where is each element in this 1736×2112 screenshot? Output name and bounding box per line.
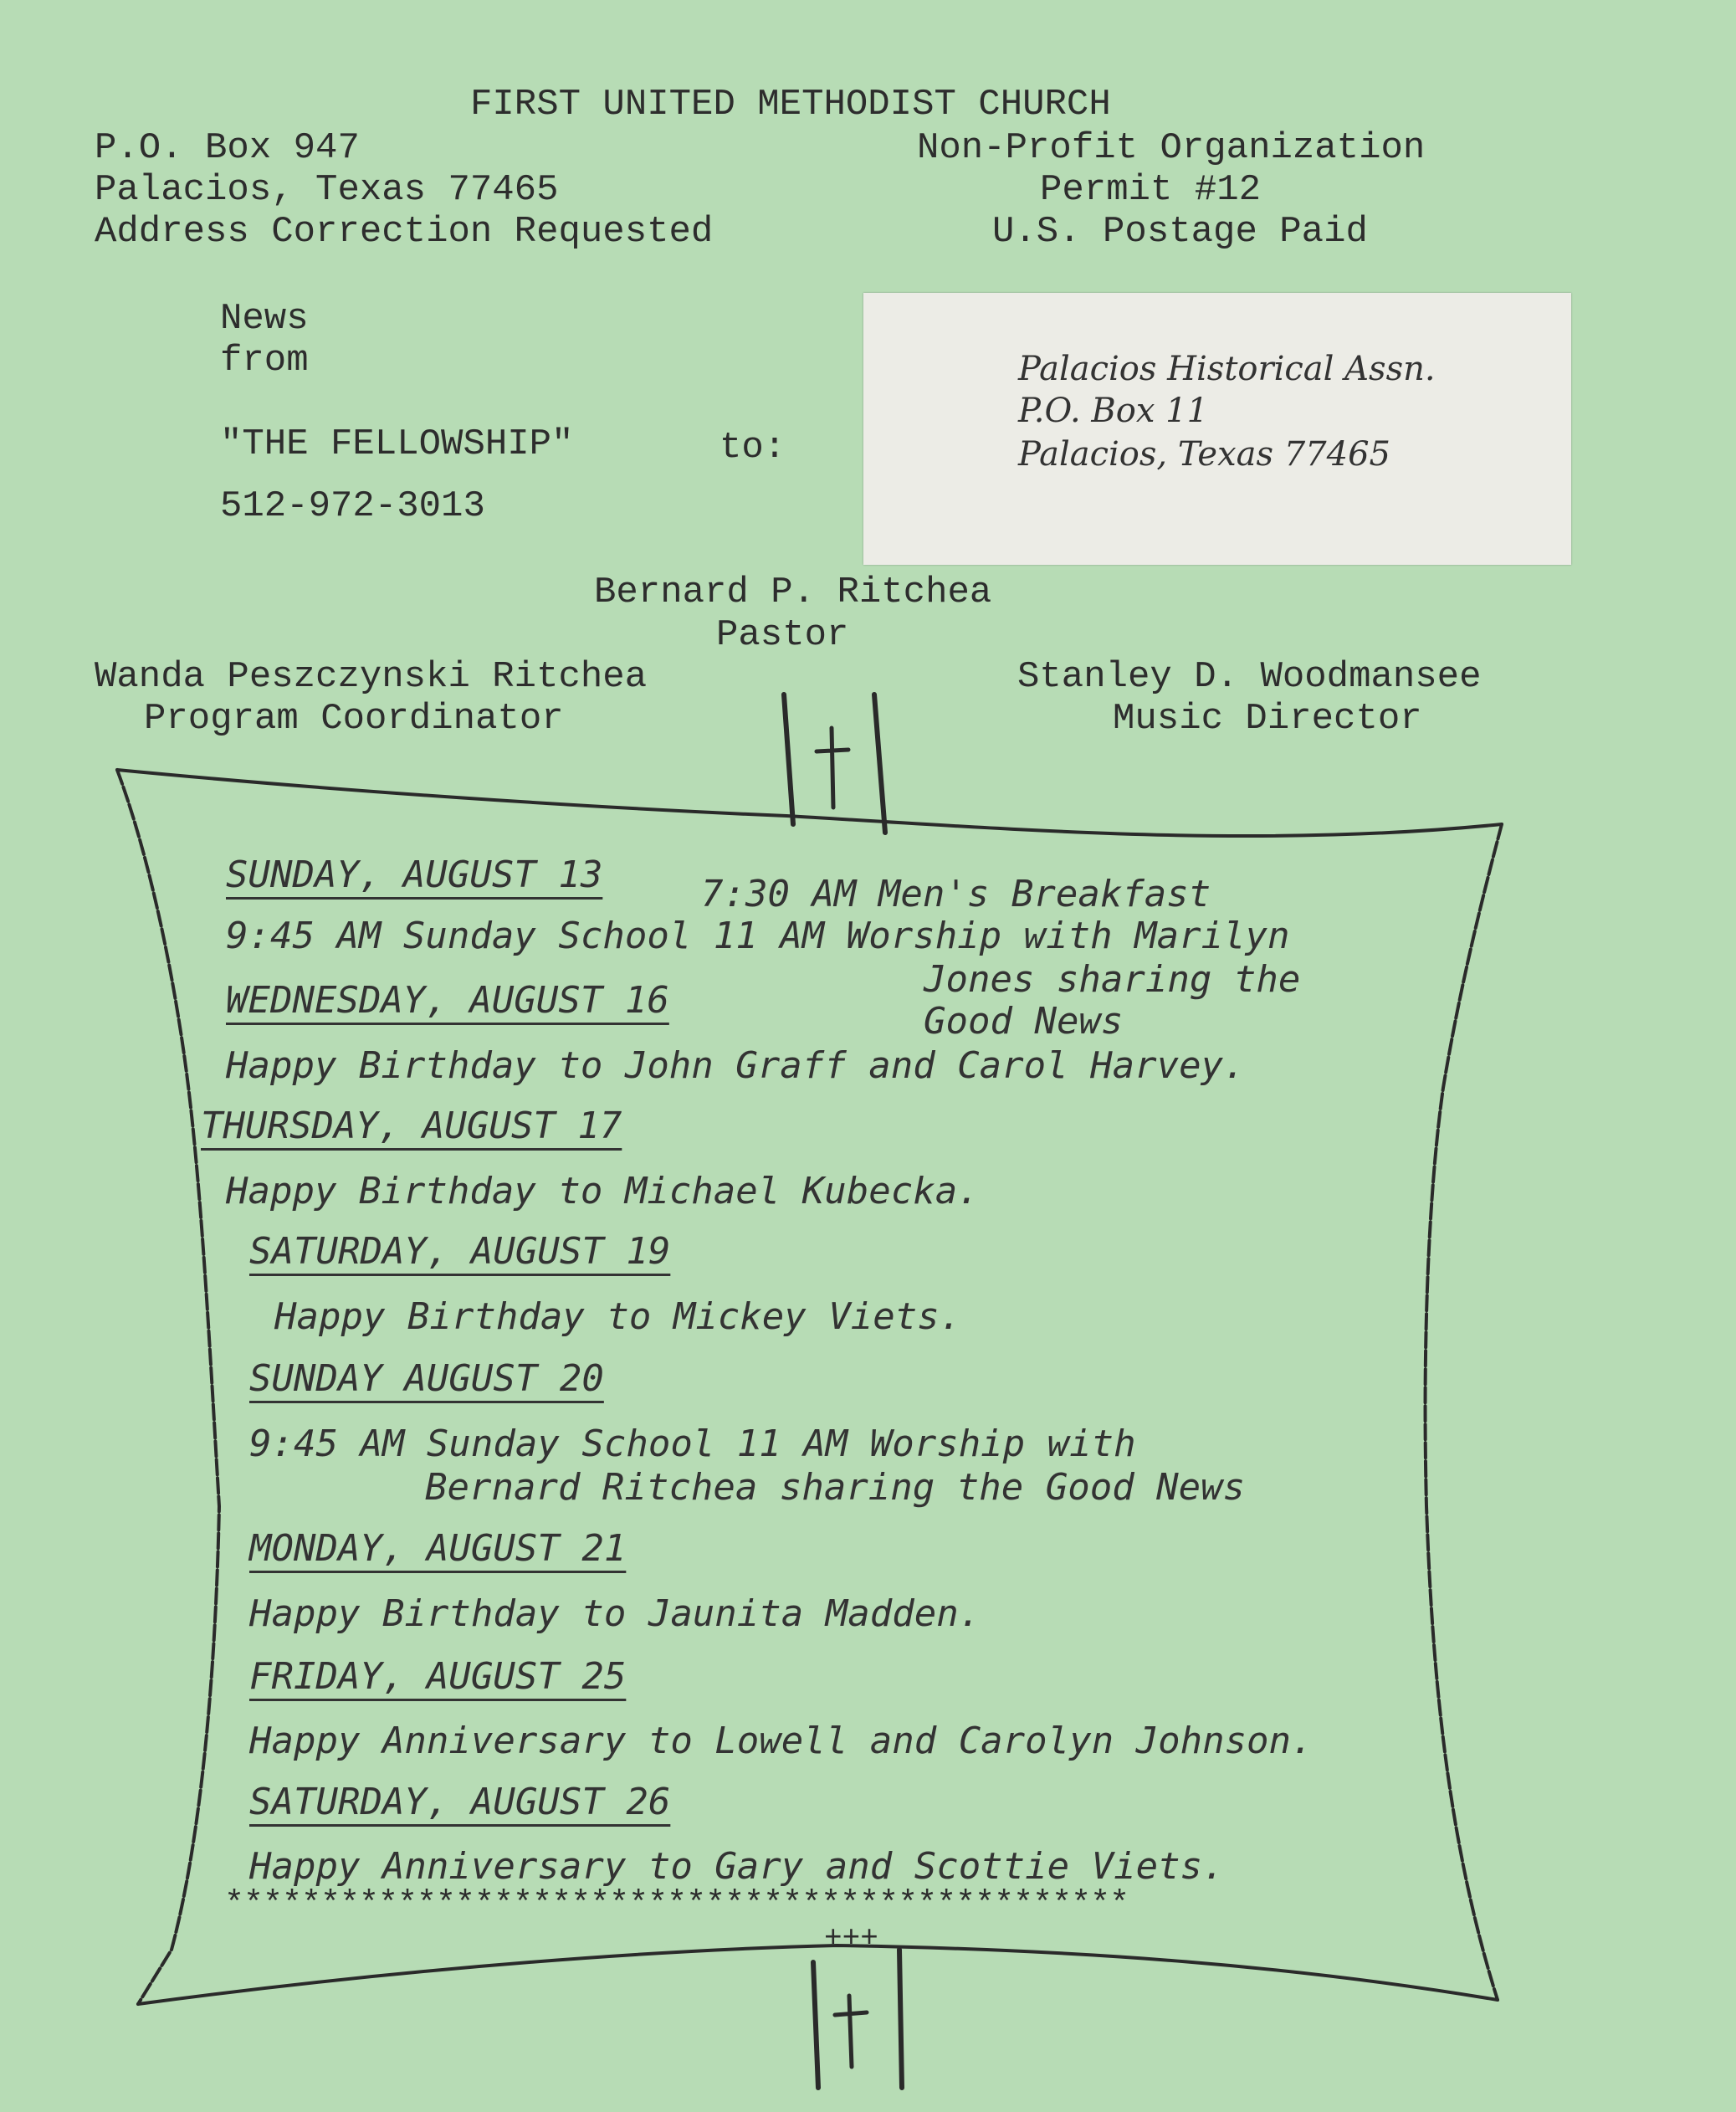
anniversary-johnson: Happy Anniversary to Lowell and Carolyn Johnson. [249, 1720, 1314, 1762]
event-sunday-school-worship: 9:45 AM Sunday School 11 AM Worship with Marilyn [226, 915, 1290, 957]
day-header-thursday-aug-17: THURSDAY, AUGUST 17 [201, 1105, 622, 1147]
music-director-title: Music Director [1113, 698, 1422, 740]
phone-number: 512-972-3013 [220, 485, 485, 527]
anniversary-gary-scottie-viets: Happy Anniversary to Gary and Scottie Viets. [249, 1845, 1225, 1888]
day-header-sunday-aug-13: SUNDAY, AUGUST 13 [226, 854, 603, 896]
event-ritchea-good-news: Bernard Ritchea sharing the Good News [425, 1466, 1246, 1509]
label-line-1: Palacios Historical Assn. [1018, 350, 1436, 388]
event-mens-breakfast: 7:30 AM Men's Breakfast [701, 873, 1211, 915]
top-pillar-left [784, 695, 793, 824]
frame-right-edge [1426, 824, 1502, 2000]
day-header-wednesday-aug-16: WEDNESDAY, AUGUST 16 [226, 979, 669, 1022]
birthday-graff-harvey: Happy Birthday to John Graff and Carol Harvey. [226, 1044, 1246, 1087]
day-header-saturday-aug-26: SATURDAY, AUGUST 26 [249, 1781, 671, 1823]
frame-top-edge [117, 770, 1502, 836]
bottom-cross-icon [835, 1996, 867, 2067]
birthday-kubecka: Happy Birthday to Michael Kubecka. [226, 1170, 980, 1212]
frame-left-edge [117, 770, 219, 2004]
event-worship-continued: Jones sharing the [924, 958, 1301, 1001]
postage-line-1: Non-Profit Organization [917, 127, 1426, 169]
coordinator-name: Wanda Peszczynski Ritchea [95, 656, 648, 698]
event-sunday-school-worship-aug-20: 9:45 AM Sunday School 11 AM Worship with [249, 1423, 1136, 1465]
label-line-2: P.O. Box 11 [1018, 392, 1209, 430]
from-word: from [220, 340, 309, 382]
birthday-mickey-viets: Happy Birthday to Mickey Viets. [274, 1295, 962, 1338]
music-director-name: Stanley D. Woodmansee [1017, 656, 1482, 698]
pastor-title: Pastor [716, 614, 849, 656]
top-pillar-right [874, 695, 885, 833]
postage-line-2: Permit #12 [1040, 169, 1262, 211]
cross-marks: +++ [824, 1921, 878, 1956]
event-good-news: Good News [924, 1000, 1124, 1043]
top-cross-icon [817, 728, 848, 807]
return-address-line-1: P.O. Box 947 [95, 127, 360, 169]
newsletter-name: "THE FELLOWSHIP" [220, 423, 574, 465]
mailing-label [863, 293, 1571, 565]
bottom-pillar-right [899, 1950, 902, 2088]
day-header-monday-aug-21: MONDAY, AUGUST 21 [249, 1527, 627, 1570]
bottom-pillar-left [813, 1962, 818, 2088]
star-divider: *********************************************** [224, 1886, 1129, 1924]
day-header-saturday-aug-19: SATURDAY, AUGUST 19 [249, 1230, 671, 1273]
coordinator-title: Program Coordinator [144, 698, 564, 740]
birthday-madden: Happy Birthday to Jaunita Madden. [249, 1592, 981, 1635]
pastor-name: Bernard P. Ritchea [594, 572, 992, 613]
return-address-line-3: Address Correction Requested [95, 211, 714, 253]
postage-line-3: U.S. Postage Paid [992, 211, 1368, 253]
news-word: News [220, 298, 309, 340]
day-header-friday-aug-25: FRIDAY, AUGUST 25 [249, 1655, 627, 1698]
day-header-sunday-aug-20: SUNDAY AUGUST 20 [249, 1357, 604, 1400]
label-line-3: Palacios, Texas 77465 [1018, 435, 1390, 474]
frame-bottom-edge [138, 1945, 1498, 2004]
return-address-line-2: Palacios, Texas 77465 [95, 169, 559, 211]
church-name: FIRST UNITED METHODIST CHURCH [470, 84, 1111, 126]
to-word: to: [719, 427, 786, 469]
